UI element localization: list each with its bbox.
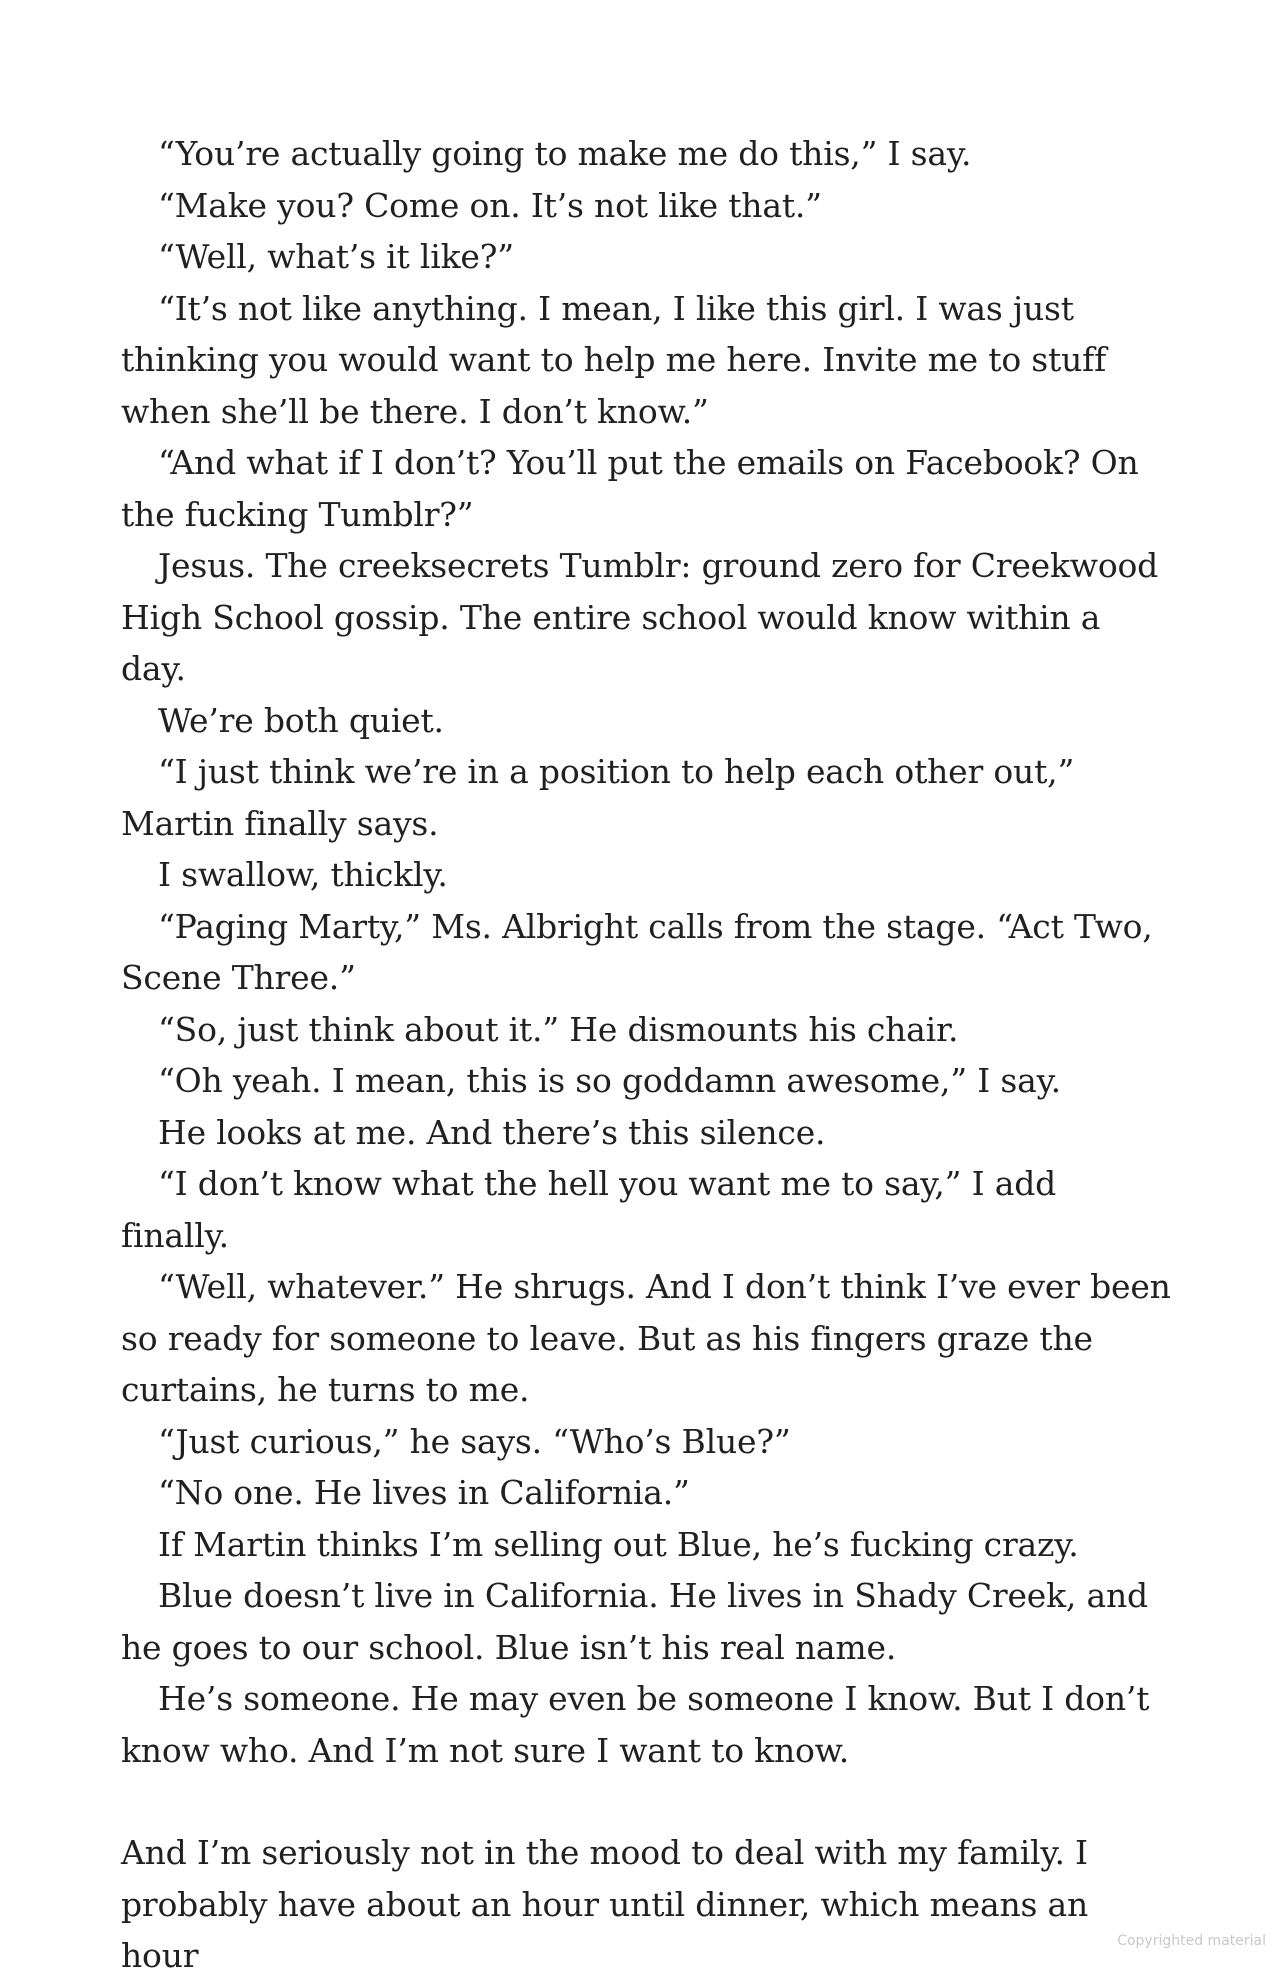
section-break	[121, 1776, 1171, 1827]
paragraph: “You’re actually going to make me do this,” I say.	[158, 134, 972, 173]
paragraph: “Well, whatever.” He shrugs. And I don’t think I’ve ever been so ready for someone to leave. But as his fingers graze the curtains, he turns to me.	[121, 1267, 1171, 1409]
paragraph: He’s someone. He may even be someone I know. But I don’t know who. And I’m not sure I want to know.	[121, 1679, 1150, 1770]
paragraph: “I don’t know what the hell you want me to say,” I add finally.	[121, 1164, 1057, 1255]
paragraph: “It’s not like anything. I mean, I like this girl. I was just thinking you would want to help me here. Invite me to stuff when she’ll be there. I don’t know.”	[121, 288, 1107, 431]
page-body	[121, 128, 1171, 1982]
paragraph-after-break: And I’m seriously not in the mood to deal with my family. I probably have about an hour until dinner, which means an hour	[121, 1833, 1089, 1975]
paragraph: He looks at me. And there’s this silence.	[158, 1112, 826, 1152]
paragraph: “And what if I don’t? You’ll put the emails on Facebook? On the fucking Tumblr?”	[121, 443, 1139, 534]
paragraph: Blue doesn’t live in California. He lives in Shady Creek, and he goes to our school. Blue isn’t his real name.	[121, 1576, 1148, 1667]
paragraph: If Martin thinks I’m selling out Blue, he’s fucking crazy.	[158, 1524, 1079, 1564]
paragraph: I swallow, thickly.	[158, 855, 448, 894]
paragraph: We’re both quiet.	[158, 700, 444, 740]
paragraph: “No one. He lives in California.”	[158, 1473, 690, 1512]
paragraph: “Just curious,” he says. “Who’s Blue?”	[158, 1421, 791, 1461]
paragraph: “So, just think about it.” He dismounts his chair.	[158, 1009, 959, 1049]
paragraph: “Well, what’s it like?”	[158, 237, 514, 276]
paragraph: Jesus. The creeksecrets Tumblr: ground zero for Creekwood High School gossip. The entire school would know within a day.	[121, 546, 1159, 688]
paragraph: “Oh yeah. I mean, this is so goddamn awesome,” I say.	[158, 1061, 1061, 1100]
paragraph: “Paging Marty,” Ms. Albright calls from the stage. “Act Two, Scene Three.”	[121, 906, 1153, 997]
paragraph: “I just think we’re in a position to help each other out,” Martin finally says.	[121, 752, 1075, 843]
copyright-watermark: Copyrighted material	[1117, 1933, 1266, 1949]
paragraph: “Make you? Come on. It’s not like that.”	[158, 185, 822, 225]
